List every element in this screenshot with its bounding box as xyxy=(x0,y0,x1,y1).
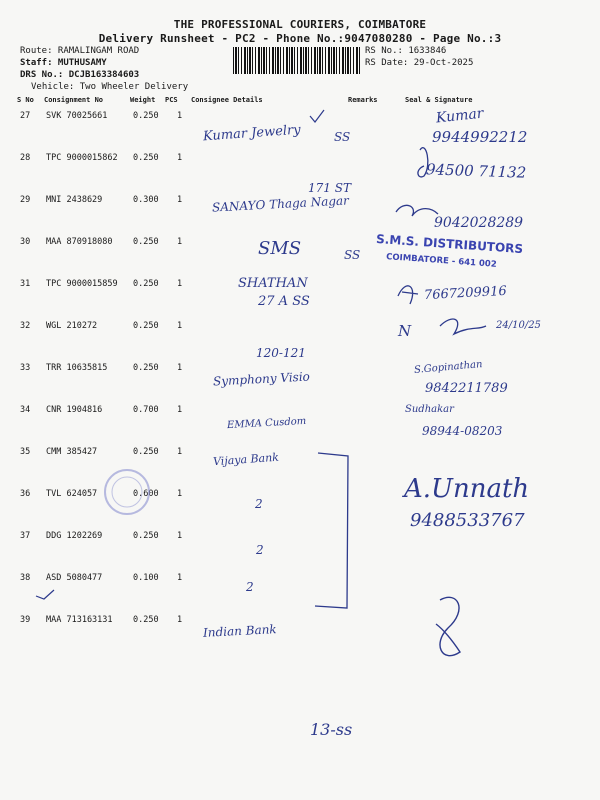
row-weight: 0.250 xyxy=(133,321,159,331)
distributor-stamp-line1: S.M.S. DISTRIBUTORS xyxy=(375,231,524,257)
row-weight: 0.250 xyxy=(133,279,159,289)
row-pcs: 1 xyxy=(177,405,183,415)
handwritten-address-31: 27 A SS xyxy=(258,294,310,309)
row-consignment: TRR 10635815 xyxy=(46,363,108,373)
barcode xyxy=(233,47,361,74)
handwritten-phone-33: 9842211789 xyxy=(425,381,508,396)
rs-number: RS No.: 1633846 xyxy=(365,46,447,56)
row-sno: 35 xyxy=(20,447,31,457)
row-consignment: DDG 1202269 xyxy=(46,531,103,541)
handwritten-consignee-33: Symphony Visio xyxy=(212,369,311,389)
handwritten-ss-30: SS xyxy=(344,248,361,262)
row-consignment: TVL 624057 xyxy=(46,489,98,499)
row-weight: 0.250 xyxy=(133,153,159,163)
row-pcs: 1 xyxy=(177,489,183,499)
row-weight: 0.250 xyxy=(133,237,159,247)
row-pcs: 1 xyxy=(177,531,183,541)
handwritten-mark-38: 2 xyxy=(246,580,254,594)
row-consignment: TPC 9000015859 xyxy=(46,279,118,289)
row-sno: 37 xyxy=(20,531,31,541)
row-weight: 0.700 xyxy=(133,405,159,415)
handwritten-phone-34: 98944-08203 xyxy=(422,424,503,438)
row-weight: 0.600 xyxy=(133,489,159,499)
row-pcs: 1 xyxy=(177,573,183,583)
row-sno: 36 xyxy=(20,489,31,499)
handwritten-phone-29: 9042028289 xyxy=(434,215,524,231)
column-header-seal: Seal & Signature xyxy=(405,96,473,104)
distributor-stamp-line2: COIMBATORE - 641 002 xyxy=(385,252,497,270)
row-sno: 29 xyxy=(20,195,31,205)
handwritten-consignee-27: Kumar Jewelry xyxy=(202,122,302,145)
row-sno: 32 xyxy=(20,321,31,331)
row-sno: 38 xyxy=(20,573,31,583)
handwritten-consignee-35: Vijaya Bank xyxy=(212,450,280,469)
row-weight: 0.250 xyxy=(133,615,159,625)
staff-label: Staff: MUTHUSAMY xyxy=(20,58,107,68)
row-pcs: 1 xyxy=(177,321,183,331)
handwritten-address-29: 171 ST xyxy=(308,181,351,195)
handwritten-signature-36: A.Unnath xyxy=(404,474,530,504)
handwritten-ss-27: SS xyxy=(334,130,351,144)
row-pcs: 1 xyxy=(177,195,183,205)
handwritten-phone-28: 94500 71132 xyxy=(425,160,527,182)
rs-date: RS Date: 29-Oct-2025 xyxy=(365,58,474,68)
column-header-consignment: Consignment No xyxy=(44,96,104,104)
row-consignment: SVK 70025661 xyxy=(46,111,108,121)
handwritten-phone-31: 7667209916 xyxy=(423,283,508,304)
handwritten-phone-36: 9488533767 xyxy=(410,510,525,531)
row-weight: 0.100 xyxy=(133,573,159,583)
handwritten-signature-27: Kumar xyxy=(435,105,485,127)
row-sno: 28 xyxy=(20,153,31,163)
handwritten-consignee-34: EMMA Cusdom xyxy=(226,415,307,432)
vehicle-label: Vehicle: Two Wheeler Delivery xyxy=(31,82,189,92)
handwritten-mark-37: 2 xyxy=(256,543,264,557)
row-sno: 34 xyxy=(20,405,31,415)
row-pcs: 1 xyxy=(177,615,183,625)
column-header-consignee: Consignee Details xyxy=(191,96,263,104)
row-sno: 31 xyxy=(20,279,31,289)
handwritten-bottom-note: 13-ss xyxy=(310,720,353,739)
handwritten-mark-36: 2 xyxy=(255,497,263,511)
row-weight: 0.250 xyxy=(133,447,159,457)
row-consignment: TPC 9000015862 xyxy=(46,153,118,163)
route-label: Route: RAMALINGAM ROAD xyxy=(20,46,140,56)
row-pcs: 1 xyxy=(177,153,183,163)
row-consignment: MNI 2438629 xyxy=(46,195,103,205)
row-weight: 0.250 xyxy=(133,111,159,121)
row-sno: 33 xyxy=(20,363,31,373)
handwritten-phone-27: 9944992212 xyxy=(432,128,528,146)
row-sno: 30 xyxy=(20,237,31,247)
handwritten-signature-33: S.Gopinathan xyxy=(413,359,483,376)
handwritten-consignee-29: SANAYO Thaga Nagar xyxy=(211,193,350,215)
row-pcs: 1 xyxy=(177,111,183,121)
runsheet-title: Delivery Runsheet - PC2 - Phone No.:9047080280 - Page No.:3 xyxy=(98,32,502,45)
row-consignment: CNR 1904816 xyxy=(46,405,103,415)
handwritten-signature-32: N xyxy=(398,322,412,340)
handwritten-consignee-31: SHATHAN xyxy=(238,276,308,291)
table-row xyxy=(0,531,600,573)
table-row xyxy=(0,573,600,615)
column-header-pcs: PCS xyxy=(165,96,178,104)
table-row xyxy=(0,615,600,657)
row-consignment: MAA 713163131 xyxy=(46,615,113,625)
column-header-sno: S No xyxy=(17,96,34,104)
handwritten-number-33: 120-121 xyxy=(256,346,306,360)
row-weight: 0.250 xyxy=(133,363,159,373)
handwritten-signature-34: Sudhakar xyxy=(405,404,454,415)
row-consignment: MAA 870918080 xyxy=(46,237,113,247)
drs-label: DRS No.: DCJB163384603 xyxy=(20,70,140,80)
handwritten-consignee-30: SMS xyxy=(258,238,302,259)
row-sno: 27 xyxy=(20,111,31,121)
handwritten-consignee-39: Indian Bank xyxy=(202,622,277,640)
row-consignment: CMM 385427 xyxy=(46,447,98,457)
column-header-weight: Weight xyxy=(130,96,156,104)
handwritten-date-32: 24/10/25 xyxy=(496,320,541,331)
row-pcs: 1 xyxy=(177,363,183,373)
row-sno: 39 xyxy=(20,615,31,625)
row-consignment: WGL 210272 xyxy=(46,321,98,331)
row-pcs: 1 xyxy=(177,279,183,289)
row-weight: 0.300 xyxy=(133,195,159,205)
column-header-remarks: Remarks xyxy=(348,96,378,104)
row-pcs: 1 xyxy=(177,237,183,247)
row-pcs: 1 xyxy=(177,447,183,457)
row-consignment: ASD 5080477 xyxy=(46,573,103,583)
company-title: THE PROFESSIONAL COURIERS, COIMBATORE xyxy=(173,18,427,31)
row-weight: 0.250 xyxy=(133,531,159,541)
